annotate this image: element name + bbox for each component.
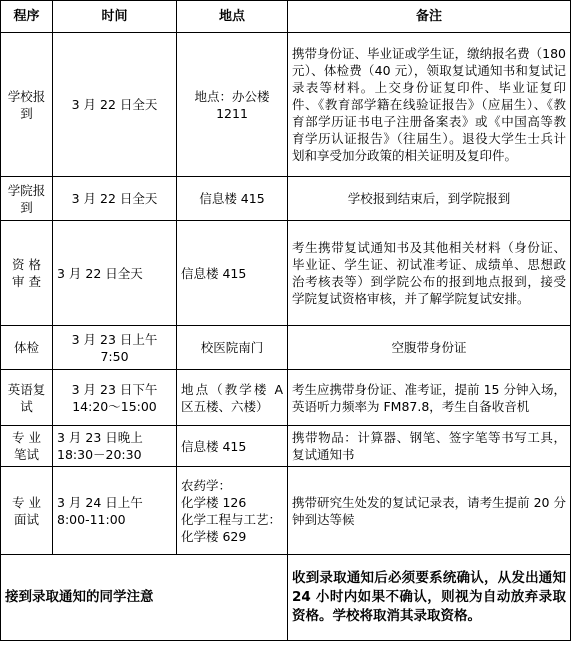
footer-note: 收到录取通知后必须要系统确认，从发出通知 24 小时内如果不确认，则视为自动放弃录取资格。学校将取消其录取资格。 <box>288 555 571 641</box>
row-note: 考生携带复试通知书及其他相关材料（身份证、毕业证、学生证、初试准考证、成绩单、思想政治考核表等）到学院公布的报到地点报到，接受学院复试资格审核，并了解学院复试安排。 <box>288 221 571 326</box>
place-line: 化学楼 629 <box>181 528 247 544</box>
row-time: 3 月 22 日全天 <box>53 33 177 177</box>
row-place: 校医院南门 <box>177 326 288 370</box>
row-place: 地点：办公楼 1211 <box>177 33 288 177</box>
header-place: 地点 <box>177 1 288 33</box>
row-step: 专 业 笔试 <box>1 426 53 467</box>
row-step: 体检 <box>1 326 53 370</box>
header-note: 备注 <box>288 1 571 33</box>
row-time: 3 月 22 日全天 <box>53 177 177 221</box>
row-time: 3 月 24 日上午 8:00-11:00 <box>53 467 177 555</box>
row-step: 资 格 审 查 <box>1 221 53 326</box>
row-step: 学院报到 <box>1 177 53 221</box>
row-time: 3 月 23 日下午 14:20～15:00 <box>53 370 177 426</box>
header-time: 时间 <box>53 1 177 33</box>
place-line: 农药学： <box>181 477 232 493</box>
row-place: 地点（教学楼 A 区五楼、六楼） <box>177 370 288 426</box>
footer-row <box>1 555 571 641</box>
table-row <box>1 326 571 370</box>
table-row <box>1 33 571 177</box>
row-place: 信息楼 415 <box>177 177 288 221</box>
header-step: 程序 <box>1 1 53 33</box>
row-note: 携带物品：计算器、钢笔、签字笔等书写工具，复试通知书 <box>288 426 571 467</box>
row-note: 学校报到结束后，到学院报到 <box>288 177 571 221</box>
place-line: 化学工程与工艺： <box>181 511 282 527</box>
row-note: 携带研究生处发的复试记录表，请考生提前 20 分钟到达等候 <box>288 467 571 555</box>
footer-label: 接到录取通知的同学注意 <box>1 555 288 641</box>
row-time: 3 月 23 日晚上 18:30－20:30 <box>53 426 177 467</box>
table-row <box>1 370 571 426</box>
place-line: 化学楼 126 <box>181 494 247 510</box>
row-time: 3 月 22 日全天 <box>53 221 177 326</box>
row-step: 学校报到 <box>1 33 53 177</box>
row-place: 信息楼 415 <box>177 426 288 467</box>
row-place: 信息楼 415 <box>177 221 288 326</box>
row-note: 考生应携带身份证、准考证，提前 15 分钟入场，英语听力频率为 FM87.8，考生自备收音机 <box>288 370 571 426</box>
row-note: 携带身份证、毕业证或学生证，缴纳报名费（180 元）、体检费（40 元），领取复试通知书和复试记录表等材料。上交身份证复印件、毕业证复印件、《教育部学籍在线验证报告》（应届生）、《教育部学历证书电子注册备案表》或《中国高等教育学历认证报告》（往届生）。退役大学生士兵计划和享受加分政策的相关证明及复印件。 <box>288 33 571 177</box>
row-step: 英语复试 <box>1 370 53 426</box>
row-time: 3 月 23 日上午 7:50 <box>53 326 177 370</box>
table-header-row <box>1 1 571 33</box>
row-place <box>177 467 288 555</box>
table-row <box>1 177 571 221</box>
row-note: 空腹带身份证 <box>288 326 571 370</box>
table-row <box>1 221 571 326</box>
table-row <box>1 467 571 555</box>
table-row <box>1 426 571 467</box>
row-step: 专 业 面试 <box>1 467 53 555</box>
